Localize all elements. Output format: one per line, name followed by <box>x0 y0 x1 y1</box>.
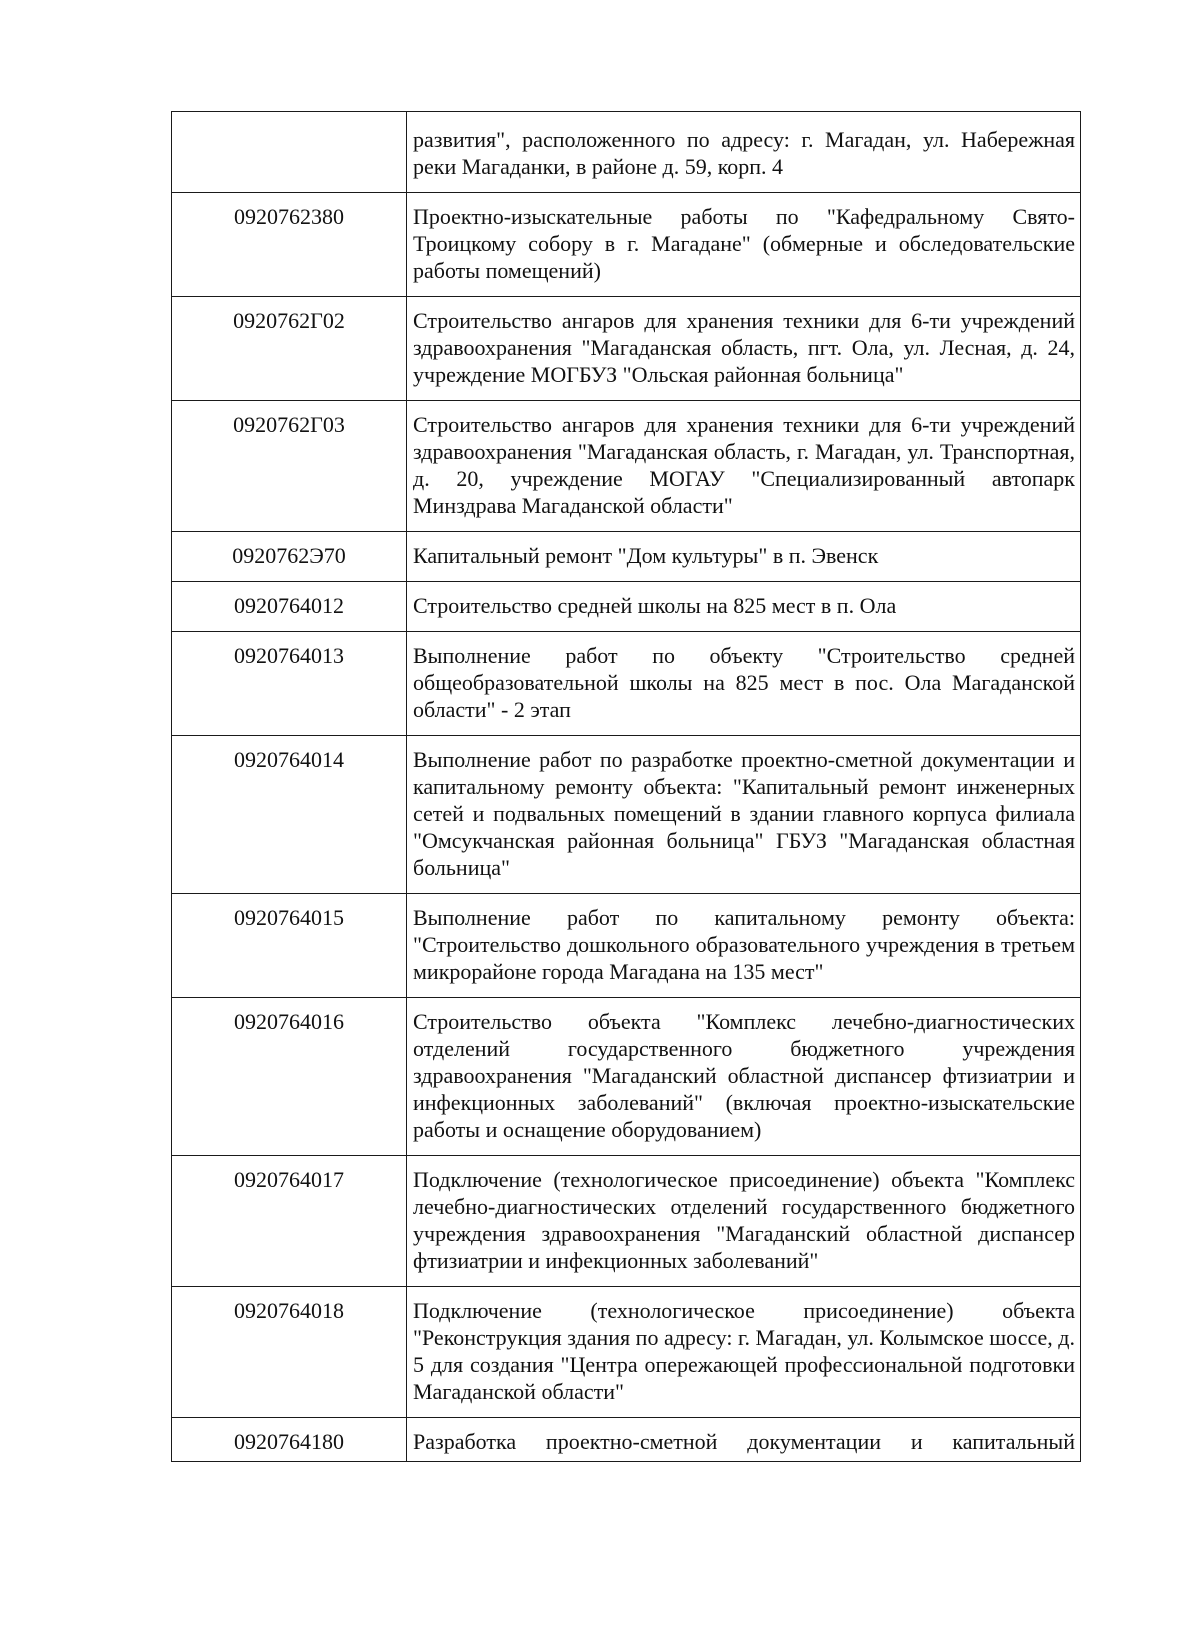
table-row <box>172 582 1081 632</box>
description-cell: Выполнение работ по объекту "Строительство средней общеобразовательной школы на 825 мест в пос. Ола Магаданской области" - 2 этап <box>407 632 1081 736</box>
description-cell: Выполнение работ по капитальному ремонту объекта: "Строительство дошкольного образовательного учреждения в третьем микрорайоне города Магадана на 135 мест" <box>407 894 1081 998</box>
code-cell: 0920762Г02 <box>172 297 407 401</box>
table-row <box>172 297 1081 401</box>
description-cell: развития", расположенного по адресу: г. Магадан, ул. Набережная реки Магаданки, в районе д. 59, корп. 4 <box>407 112 1081 193</box>
table-row <box>172 193 1081 297</box>
code-cell: 0920764180 <box>172 1418 407 1462</box>
description-cell: Подключение (технологическое присоединение) объекта "Комплекс лечебно-диагностических отделений государственного бюджетного учреждения здравоохранения "Магаданский областной диспансер фтизиатрии и инфекционных заболеваний" <box>407 1156 1081 1287</box>
budget-codes-table <box>171 111 1081 1462</box>
code-cell: 0920764015 <box>172 894 407 998</box>
table-row <box>172 401 1081 532</box>
code-cell: 0920764013 <box>172 632 407 736</box>
code-cell: 0920762380 <box>172 193 407 297</box>
description-cell: Строительство объекта "Комплекс лечебно-диагностических отделений государственного бюджетного учреждения здравоохранения "Магаданский областной диспансер фтизиатрии и инфекционных заболеваний" (включая проектно-изыскательские работы и оснащение оборудованием) <box>407 998 1081 1156</box>
table-row <box>172 532 1081 582</box>
description-cell: Строительство ангаров для хранения техники для 6-ти учреждений здравоохранения "Магаданская область, пгт. Ола, ул. Лесная, д. 24, учреждение МОГБУЗ "Ольская районная больница" <box>407 297 1081 401</box>
table-row <box>172 894 1081 998</box>
description-cell: Строительство ангаров для хранения техники для 6-ти учреждений здравоохранения "Магаданская область, г. Магадан, ул. Транспортная, д. 20, учреждение МОГАУ "Специализированный автопарк Минздрава Магаданской области" <box>407 401 1081 532</box>
description-cell: Подключение (технологическое присоединение) объекта "Реконструкция здания по адресу: г. Магадан, ул. Колымское шоссе, д. 5 для создания "Центра опережающей профессиональной подготовки Магаданской области" <box>407 1287 1081 1418</box>
code-cell: 0920764016 <box>172 998 407 1156</box>
code-cell <box>172 112 407 193</box>
code-cell: 0920764017 <box>172 1156 407 1287</box>
code-cell: 0920764014 <box>172 736 407 894</box>
table-row <box>172 736 1081 894</box>
code-cell: 0920762Г03 <box>172 401 407 532</box>
table-row <box>172 632 1081 736</box>
description-cell: Проектно-изыскательные работы по "Кафедральному Свято-Троицкому собору в г. Магадане" (обмерные и обследовательские работы помещений) <box>407 193 1081 297</box>
table-row <box>172 112 1081 193</box>
description-cell: Капитальный ремонт "Дом культуры" в п. Эвенск <box>407 532 1081 582</box>
code-cell: 0920764012 <box>172 582 407 632</box>
description-cell: Строительство средней школы на 825 мест в п. Ола <box>407 582 1081 632</box>
table-row <box>172 1156 1081 1287</box>
description-cell: Выполнение работ по разработке проектно-сметной документации и капитальному ремонту объекта: "Капитальный ремонт инженерных сетей и подвальных помещений в здании главного корпуса филиала "Омсукчанская районная больница" ГБУЗ "Магаданская областная больница" <box>407 736 1081 894</box>
description-cell: Разработка проектно-сметной документации и капитальный <box>407 1418 1081 1462</box>
table-row <box>172 1418 1081 1462</box>
table-row <box>172 998 1081 1156</box>
code-cell: 0920762Э70 <box>172 532 407 582</box>
code-cell: 0920764018 <box>172 1287 407 1418</box>
table-row <box>172 1287 1081 1418</box>
